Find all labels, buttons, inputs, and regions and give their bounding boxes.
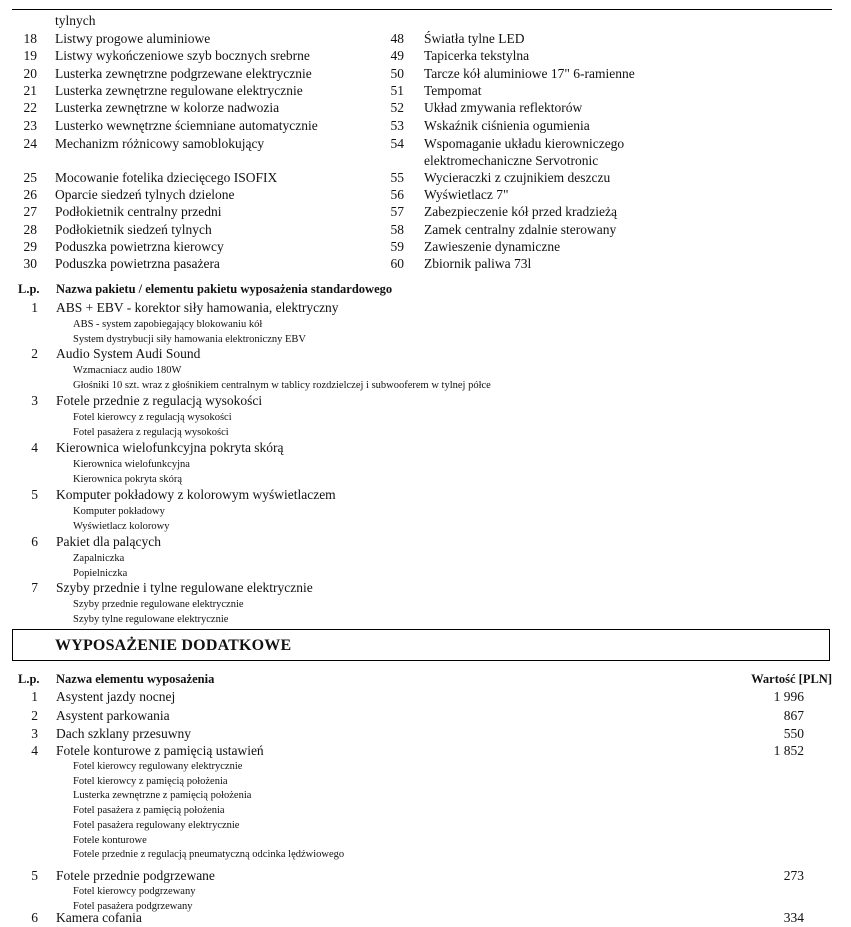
extra-name: Dach szklany przesuwny [56,726,191,741]
item-number: 49 [390,48,404,63]
extra-number: 3 [31,726,38,741]
package-name: Komputer pokładowy z kolorowym wyświetlaczem [56,487,336,502]
item-text: Światła tylne LED [424,31,525,46]
item-number: 48 [390,31,404,46]
list-item [378,65,798,82]
item-number: 58 [390,222,404,237]
extras-header-name: Nazwa elementu wyposażenia [56,672,215,686]
item-text: Tarcze kół aluminiowe 17" 6-ramienne [424,66,635,81]
extra-subitem: Fotel pasażera regulowany elektrycznie [73,819,240,831]
list-item [10,30,430,47]
extra-value: 1 996 [773,689,804,704]
extra-subitem: Lusterka zewnętrzne z pamięcią położenia [73,790,252,802]
item-number: 51 [390,83,404,98]
list-item [378,47,798,64]
extras-header-lp: L.p. [18,672,40,686]
item-number: 50 [390,66,404,81]
list-item [378,152,798,169]
package-subitem: Popielniczka [73,568,128,579]
item-text: Poduszka powietrzna pasażera [55,256,220,271]
package-subitem: Kierownica wielofunkcyjna [73,459,190,470]
item-text: Lusterka zewnętrzne w kolorze nadwozia [55,100,280,115]
list-item [10,82,430,99]
list-item [10,117,430,134]
item-number: 19 [23,48,37,63]
list-item [378,255,798,272]
item-number: 20 [23,66,37,81]
section-title: WYPOSAŻENIE DODATKOWE [55,637,292,654]
package-name: Pakiet dla palących [56,534,161,549]
list-item [378,238,798,255]
package-subitem: ABS - system zapobiegający blokowaniu kół [73,319,263,330]
extra-subitem: Fotele przednie z regulacją pneumatyczną odcinka lędźwiowego [73,849,345,861]
package-subitem: Fotel pasażera z regulacją wysokości [73,427,229,438]
item-text: Tapicerka tekstylna [424,48,530,63]
extra-value: 550 [783,726,804,741]
package-name: Szyby przednie i tylne regulowane elektrycznie [56,580,313,595]
list-item [378,82,798,99]
list-item [378,30,798,47]
list-item [10,169,430,186]
extra-name: Asystent parkowania [56,708,170,723]
item-text: Podłokietnik centralny przedni [55,204,222,219]
list-item [10,221,430,238]
extra-value: 334 [783,910,804,925]
package-number: 6 [31,534,38,549]
list-item [378,99,798,116]
extra-number: 5 [31,868,38,883]
item-text: Zbiornik paliwa 73l [424,256,532,271]
list-item [378,135,798,152]
item-text: Wspomaganie układu kierowniczego [424,136,625,151]
package-name: Audio System Audi Sound [56,346,201,361]
item-text: Lusterko wewnętrzne ściemniane automatycznie [55,118,318,133]
extra-subitem: Fotel pasażera z pamięcią położenia [73,805,225,817]
package-number: 5 [31,487,38,502]
extra-name: Kamera cofania [56,910,142,925]
item-number: 24 [23,136,37,151]
package-subitem: Kierownica pokryta skórą [73,474,183,485]
item-text: Lusterka zewnętrzne podgrzewane elektrycznie [55,66,312,81]
item-text: Mechanizm różnicowy samoblokujący [55,136,265,151]
list-item [10,135,430,152]
list-item [378,221,798,238]
item-text: Zawieszenie dynamiczne [424,239,561,254]
item-text: Oparcie siedzeń tylnych dzielone [55,187,235,202]
list-item [10,186,430,203]
extra-subitem: Fotel kierowcy regulowany elektrycznie [73,761,243,772]
item-number: 27 [23,204,37,219]
item-text: Zamek centralny zdalnie sterowany [424,222,617,237]
package-subitem: Fotel kierowcy z regulacją wysokości [73,412,232,423]
extra-number: 4 [31,743,38,758]
extra-subitem: Fotel pasażera podgrzewany [73,900,193,912]
extra-subitem: Fotele konturowe [73,834,147,846]
list-item [10,203,430,220]
item-text: Wycieraczki z czujnikiem deszczu [424,170,611,185]
extra-value: 273 [783,868,804,883]
extras-header-value: Wartość [PLN] [751,672,832,686]
package-subitem: Zapalniczka [73,553,125,564]
list-item [378,186,798,203]
item-number: 29 [23,239,37,254]
item-text: tylnych [55,13,96,28]
package-number: 7 [31,580,38,595]
list-item [378,203,798,220]
item-text: Wskaźnik ciśnienia ogumienia [424,118,590,133]
item-number: 21 [23,83,37,98]
item-text: Listwy progowe aluminiowe [55,31,211,46]
package-name: Kierownica wielofunkcyjna pokryta skórą [56,440,284,455]
item-text: Wyświetlacz 7" [424,187,509,202]
extra-name: Fotele przednie podgrzewane [56,868,215,883]
item-number: 53 [390,118,404,133]
package-name: ABS + EBV - korektor siły hamowania, elektryczny [56,300,339,315]
item-number: 18 [23,31,37,46]
extra-name: Asystent jazdy nocnej [56,689,176,704]
item-text: Zabezpieczenie kół przed kradzieżą [424,204,617,219]
extra-number: 1 [31,689,38,704]
item-text: elektromechaniczne Servotronic [424,153,599,168]
item-text: Układ zmywania reflektorów [424,100,583,115]
list-item [10,99,430,116]
list-item [10,12,430,29]
item-text: Lusterka zewnętrzne regulowane elektrycznie [55,83,303,98]
list-item [378,169,798,186]
package-subitem: System dystrybucji siły hamowania elektroniczny EBV [73,334,306,345]
list-item [378,117,798,134]
item-number: 56 [390,187,404,202]
top-rule [12,9,832,10]
extra-number: 6 [31,910,38,925]
list-item [10,238,430,255]
item-text: Poduszka powietrzna kierowcy [55,239,224,254]
extra-subitem: Fotel kierowcy podgrzewany [73,886,196,897]
item-text: Tempomat [424,83,482,98]
package-number: 3 [31,393,38,408]
item-number: 54 [390,136,404,151]
package-number: 1 [31,300,38,315]
item-number: 57 [390,204,404,219]
package-subitem: Komputer pokładowy [73,506,165,517]
item-number: 25 [23,170,37,185]
section-box [12,629,830,661]
item-number: 22 [23,100,37,115]
package-subitem: Wzmacniacz audio 180W [73,365,182,376]
item-text: Podłokietnik siedzeń tylnych [55,222,212,237]
package-subitem: Szyby tylne regulowane elektrycznie [73,614,229,625]
item-text: Listwy wykończeniowe szyb bocznych srebrne [55,48,310,63]
list-item [10,255,430,272]
package-subitem: Szyby przednie regulowane elektrycznie [73,599,244,610]
item-number: 59 [390,239,404,254]
item-number: 60 [390,256,404,271]
packages-header-lp: L.p. [18,282,40,296]
extra-name: Fotele konturowe z pamięcią ustawień [56,743,264,758]
item-number: 23 [23,118,37,133]
item-number: 26 [23,187,37,202]
item-number: 55 [390,170,404,185]
package-subitem: Wyświetlacz kolorowy [73,521,170,532]
package-number: 2 [31,346,38,361]
item-number: 30 [23,256,37,271]
list-item [10,47,430,64]
packages-header-name: Nazwa pakietu / elementu pakietu wyposażenia standardowego [56,282,393,296]
extra-value: 867 [783,708,804,723]
package-subitem: Głośniki 10 szt. wraz z głośnikiem centralnym w tablicy rozdzielczej i subwooferem w tylnej półce [73,380,491,391]
extra-subitem: Fotel kierowcy z pamięcią położenia [73,775,228,787]
extra-value: 1 852 [773,743,804,758]
item-number: 28 [23,222,37,237]
package-number: 4 [31,440,38,455]
package-name: Fotele przednie z regulacją wysokości [56,393,263,408]
item-number: 52 [390,100,404,115]
extra-number: 2 [31,708,38,723]
item-text: Mocowanie fotelika dziecięcego ISOFIX [55,170,278,185]
list-item [10,65,430,82]
